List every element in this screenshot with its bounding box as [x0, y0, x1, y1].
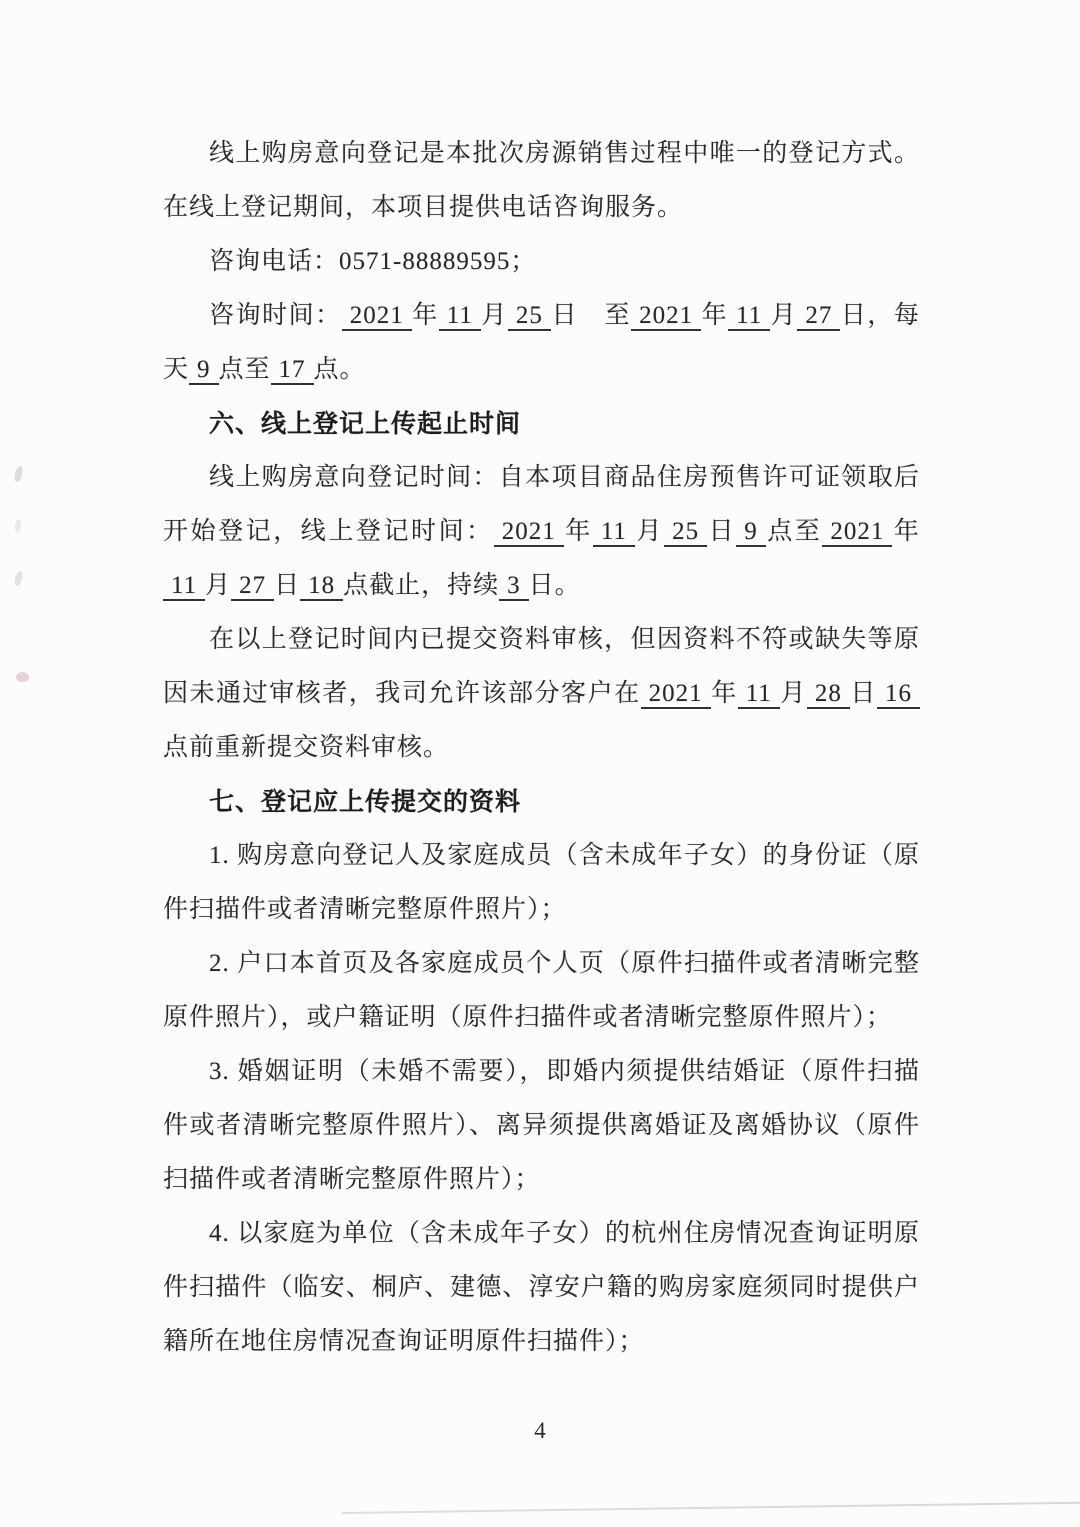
blank-value: 25	[508, 302, 551, 331]
text-run: 在以上登记时间内已提交资料审核，但因资料不符或缺失等原因未通过审核者，我司允许该部分客户在	[163, 626, 920, 707]
document-content	[163, 127, 920, 1369]
text-run: 点截止，持续	[343, 572, 500, 599]
text-run: 日	[707, 518, 737, 545]
intro-paragraph: 线上购房意向登记是本批次房源销售过程中唯一的登记方式。在线上登记期间，本项目提供电话咨询服务。	[163, 140, 920, 221]
blank-value: 9	[189, 356, 219, 385]
blank-value: 25	[664, 518, 707, 547]
scan-artifact	[14, 519, 22, 533]
section7-item-2: 2. 户口本首页及各家庭成员个人页（原件扫描件或者清晰完整原件照片），或户籍证明（原件扫描件或者清晰完整原件照片）；	[163, 950, 920, 1031]
scan-artifact	[13, 465, 23, 482]
blank-value: 2021	[641, 680, 711, 709]
text-run: 月	[634, 518, 665, 545]
section6-heading: 六、线上登记上传起止时间	[209, 410, 522, 438]
text-run: 月	[205, 572, 232, 599]
text-run: 年	[701, 302, 729, 329]
text-run: 点。	[313, 356, 366, 383]
blank-value: 18	[300, 572, 343, 601]
text-run: 点至	[765, 518, 823, 545]
blank-value: 2021	[631, 302, 701, 331]
blank-value: 28	[807, 680, 850, 709]
page-number: 4	[534, 1418, 546, 1443]
text-run: 月	[770, 302, 798, 329]
blank-value: 11	[439, 302, 481, 331]
blank-value: 2021	[494, 518, 564, 547]
text-run: 月	[779, 680, 807, 707]
blank-value: 27	[231, 572, 274, 601]
scan-artifact	[13, 570, 23, 586]
blank-value: 11	[728, 302, 770, 331]
blank-value: 2021	[822, 518, 892, 547]
text-run: 年	[710, 680, 738, 707]
text-run: 日 至	[550, 302, 632, 329]
text-run: 咨询时间：	[209, 302, 342, 329]
text-run: 日，每天	[163, 302, 920, 383]
text-run: 月	[480, 302, 508, 329]
text-run: 点至	[218, 356, 271, 383]
section7-item-1: 1. 购房意向登记人及家庭成员（含未成年子女）的身份证（原件扫描件或者清晰完整原件照片）；	[163, 842, 920, 923]
text-run: 年	[411, 302, 439, 329]
consult-phone-line: 咨询电话：0571-88889595；	[209, 248, 537, 275]
text-run: 点前重新提交资料审核。	[163, 734, 450, 761]
blank-value: 11	[738, 680, 780, 709]
section7-item-4: 4. 以家庭为单位（含未成年子女）的杭州住房情况查询证明原件扫描件（临安、桐庐、建德、淳安户籍的购房家庭须同时提供户籍所在地住房情况查询证明原件扫描件）；	[163, 1220, 920, 1355]
text-run: 线上购房意向登记时间：自本项目商品住房预售许可证领取后开始登记，线上登记时间：	[163, 464, 920, 545]
text-run: 日	[849, 680, 877, 707]
blank-value: 2021	[342, 302, 412, 331]
text-run: 年	[563, 518, 593, 545]
blank-value: 27	[797, 302, 840, 331]
text-run: 日	[274, 572, 301, 599]
text-run: 日。	[528, 572, 581, 599]
blank-value: 3	[499, 572, 529, 601]
consult-time-line	[163, 289, 920, 397]
blank-value: 11	[163, 572, 205, 601]
blank-value: 11	[593, 518, 635, 547]
blank-value: 16	[877, 680, 920, 709]
section6-registration-time-paragraph	[163, 451, 920, 613]
blank-value: 17	[271, 356, 314, 385]
text-run: 年	[892, 518, 920, 545]
scan-edge-artifact	[342, 1502, 1080, 1514]
section7-heading: 七、登记应上传提交的资料	[209, 788, 522, 816]
section6-resubmission-paragraph	[163, 613, 920, 775]
section7-item-3: 3. 婚姻证明（未婚不需要），即婚内须提供结婚证（原件扫描件或者清晰完整原件照片）、离异须提供离婚证及离婚协议（原件扫描件或者清晰完整原件照片）；	[163, 1058, 920, 1193]
blank-value: 9	[736, 518, 766, 547]
scan-artifact	[15, 671, 30, 683]
